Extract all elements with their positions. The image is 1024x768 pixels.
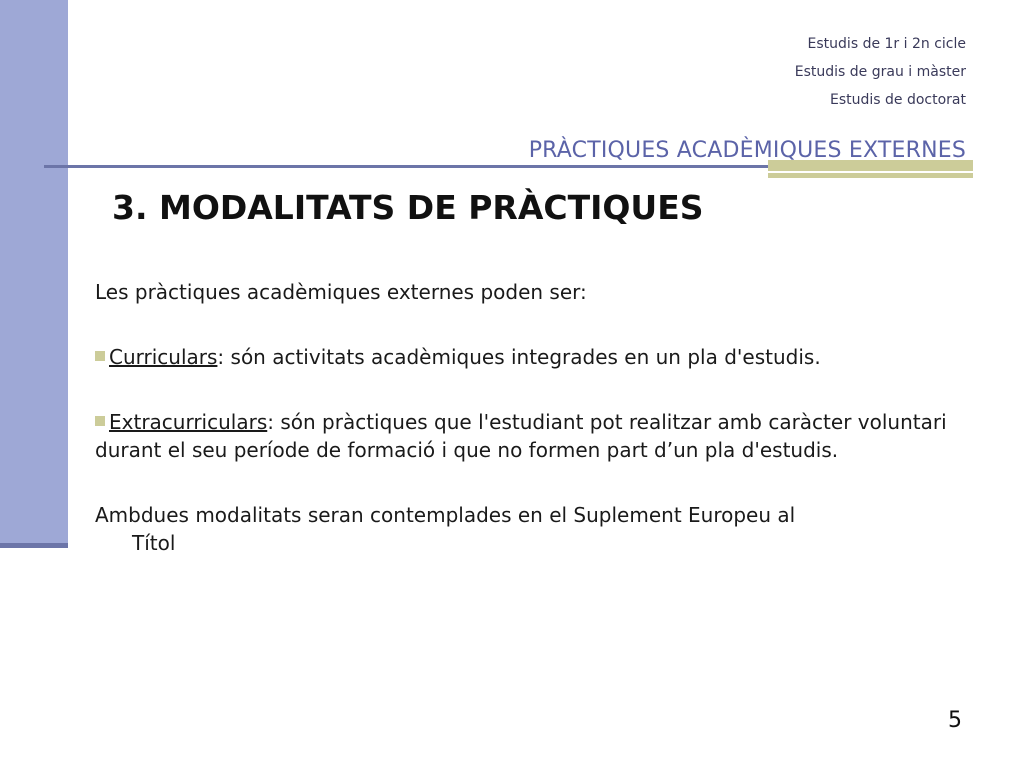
intro-text: Les pràctiques acadèmiques externes poden ser: [95,280,587,304]
bullet-curriculars [95,343,955,371]
link-study-cycle[interactable]: Estudis de 1r i 2n cicle [807,36,966,52]
slide-body [95,278,955,557]
study-links [795,30,966,114]
definition-extracurriculars: : són pràctiques que l'estudiant pot realitzar amb caràcter voluntari durant el seu període de formació i que no formen part d’un pla d'estudis. [95,410,947,462]
page-number: 5 [948,708,962,733]
square-bullet-icon [95,416,105,426]
term-curriculars: Curriculars [109,345,218,369]
closing-line-2: Títol [132,531,176,555]
square-bullet-icon [95,351,105,361]
slide-title: 3. MODALITATS DE PRÀCTIQUES [112,188,704,227]
closing-line-1: Ambdues modalitats seran contemplades en el Suplement Europeu al [95,503,796,527]
olive-accent-stripe [768,171,973,173]
closing-text [95,501,955,557]
term-extracurriculars: Extracurriculars [109,410,268,434]
link-doctorate[interactable]: Estudis de doctorat [829,92,966,108]
left-sidebar-bottom-line [0,543,68,548]
section-title: PRÀCTIQUES ACADÈMIQUES EXTERNES [528,138,966,163]
link-degree-master[interactable]: Estudis de grau i màster [794,64,966,80]
left-sidebar-bar [0,0,68,548]
definition-curriculars: : són activitats acadèmiques integrades en un pla d'estudis. [217,345,821,369]
bullet-extracurriculars [95,408,955,464]
